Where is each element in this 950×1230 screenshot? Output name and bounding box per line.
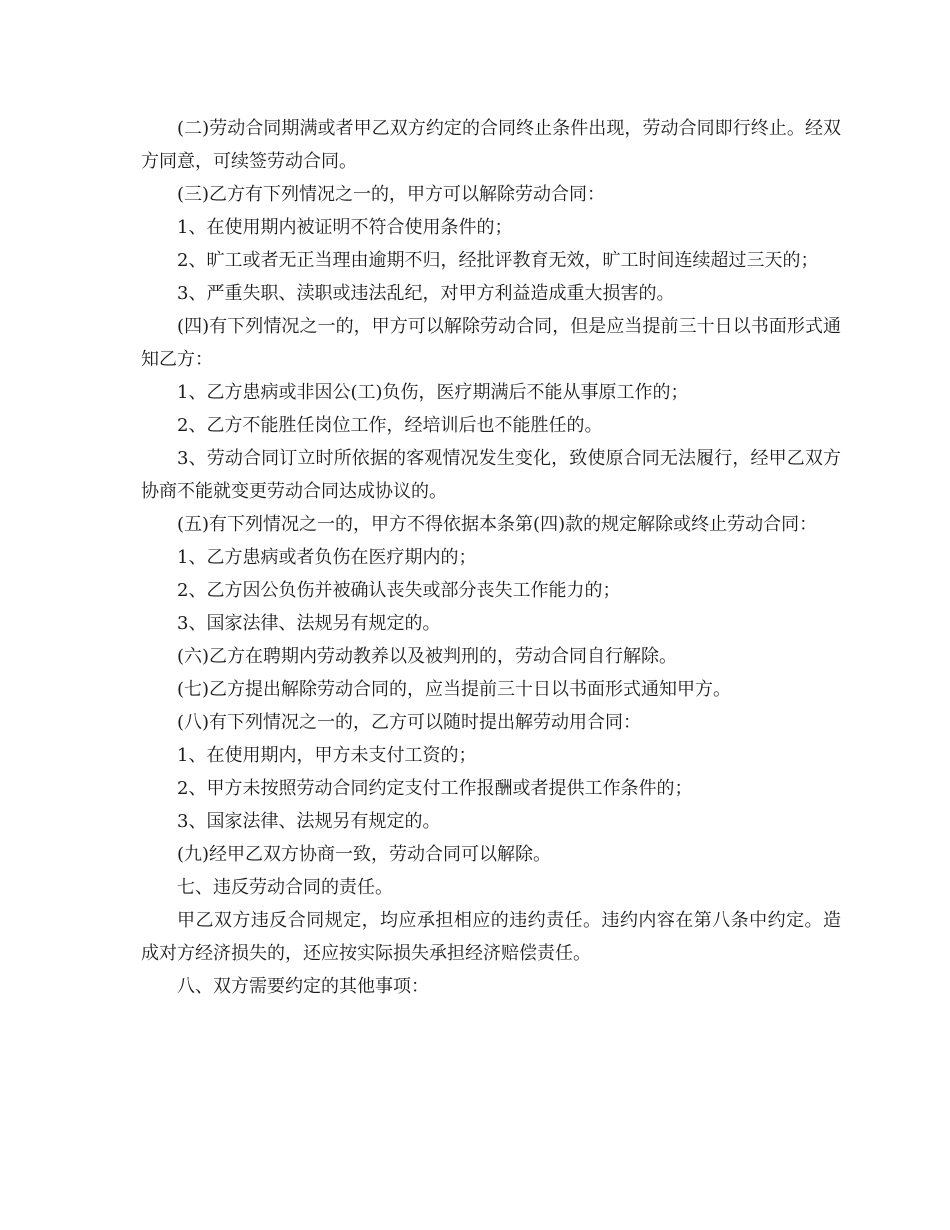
paragraph: 2、乙方不能胜任岗位工作，经培训后也不能胜任的。 (177, 415, 603, 436)
paragraph: (八)有下列情况之一的，乙方可以随时提出解劳动用合同： (177, 712, 642, 733)
paragraph: 2、甲方未按照劳动合同约定支付工作报酬或者提供工作条件的； (177, 778, 693, 799)
paragraph: (三)乙方有下列情况之一的，甲方可以解除劳动合同： (177, 184, 606, 205)
paragraph: (二)劳动合同期满或者甲乙双方约定的合同终止条件出现，劳动合同即行终止。经双方同意，可续签劳动合同。 (141, 118, 841, 172)
paragraph: 2、乙方因公负伤并被确认丧失或部分丧失工作能力的； (177, 580, 621, 601)
paragraph: 3、国家法律、法规另有规定的。 (177, 613, 441, 634)
paragraph: 甲乙双方违反合同规定，均应承担相应的违约责任。违约内容在第八条中约定。造成对方经济损失的，还应按实际损失承担经济赔偿责任。 (141, 910, 841, 964)
paragraph: (五)有下列情况之一的，甲方不得依据本条第(四)款的规定解除或终止劳动合同： (177, 514, 818, 535)
paragraph: 1、在使用期内被证明不符合使用条件的； (177, 217, 513, 238)
paragraph: 1、乙方患病或非因公(工)负伤，医疗期满后不能从事原工作的； (177, 382, 689, 403)
section-heading: 七、违反劳动合同的责任。 (177, 877, 393, 898)
paragraph: (四)有下列情况之一的，甲方可以解除劳动合同，但是应当提前三十日以书面形式通知乙方： (141, 316, 841, 370)
paragraph: 3、国家法律、法规另有规定的。 (177, 811, 441, 832)
paragraph: 2、旷工或者无正当理由逾期不归，经批评教育无效，旷工时间连续超过三天的； (177, 250, 819, 271)
paragraph: (七)乙方提出解除劳动合同的，应当提前三十日以书面形式通知甲方。 (177, 679, 732, 700)
paragraph: 3、劳动合同订立时所依据的客观情况发生变化，致使原合同无法履行，经甲乙双方协商不能就变更劳动合同达成协议的。 (141, 448, 841, 502)
paragraph: 1、在使用期内，甲方未支付工资的； (177, 745, 477, 766)
paragraph: (九)经甲乙双方协商一致，劳动合同可以解除。 (177, 844, 552, 865)
paragraph: 3、严重失职、渎职或违法乱纪，对甲方利益造成重大损害的。 (177, 283, 675, 304)
paragraph: 1、乙方患病或者负伤在医疗期内的； (177, 547, 477, 568)
document-body (141, 112, 841, 1003)
paragraph: (六)乙方在聘期内劳动教养以及被判刑的，劳动合同自行解除。 (177, 646, 678, 667)
section-heading: 八、双方需要约定的其他事项： (177, 976, 429, 997)
